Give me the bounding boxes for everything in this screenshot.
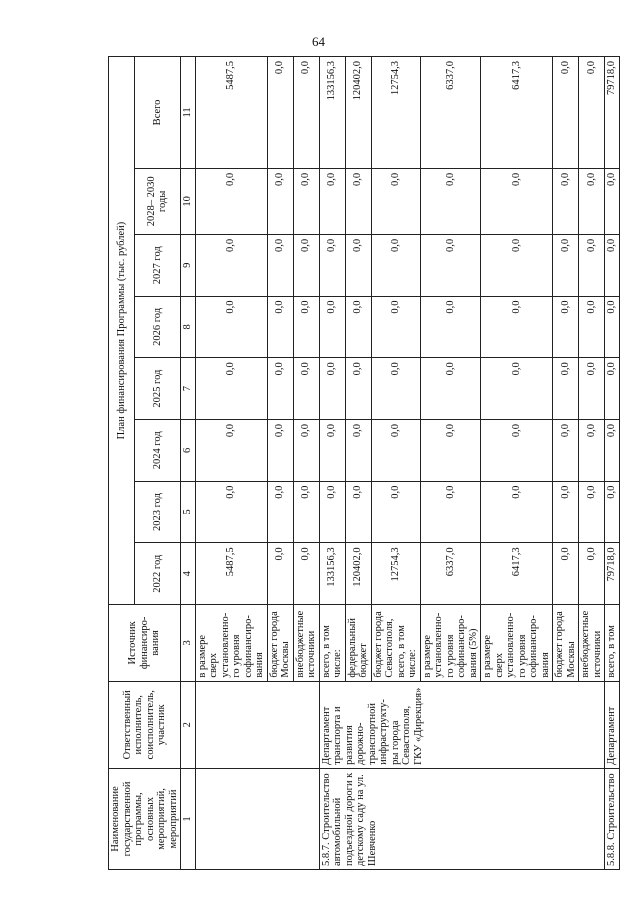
column-number: 4 (181, 543, 196, 605)
value-cell: 0,0 (481, 234, 553, 296)
column-number: 11 (181, 57, 196, 169)
value-cell: 0,0 (319, 168, 345, 234)
header-year: 2025 год (134, 358, 180, 420)
value-cell: 0,0 (481, 168, 553, 234)
column-number: 7 (181, 358, 196, 420)
column-number: 5 (181, 481, 196, 543)
value-cell: 0,0 (553, 168, 579, 234)
value-cell: 0,0 (267, 296, 293, 358)
value-cell: 12754,3 (371, 543, 420, 605)
header-year: 2026 год (134, 296, 180, 358)
value-cell: 0,0 (579, 296, 605, 358)
column-number: 2 (181, 681, 196, 768)
source-cell: в размере сверх установленно- го уровня софинансиро- вания (481, 605, 553, 682)
source-cell: в размере установленно- го уровня софинансиро- вания (5%) (420, 605, 481, 682)
value-cell: 0,0 (345, 358, 371, 420)
value-cell: 0,0 (579, 234, 605, 296)
value-cell: 0,0 (267, 168, 293, 234)
total-cell: 133156,3 (319, 57, 345, 169)
executor-cell: Департамент транспорта и развития дорожно- транспортной инфраструкту- ры города Севастополя, ГКУ «Дирекция» (319, 681, 605, 768)
value-cell: 0,0 (319, 481, 345, 543)
executor-cell (195, 681, 319, 768)
value-cell: 0,0 (420, 358, 481, 420)
source-cell: внебюджетные источники (579, 605, 605, 682)
value-cell: 0,0 (293, 296, 319, 358)
total-cell: 5487,5 (195, 57, 267, 169)
value-cell: 0,0 (195, 358, 267, 420)
value-cell: 0,0 (371, 358, 420, 420)
value-cell: 0,0 (553, 543, 579, 605)
source-cell: бюджет города Севастополя, всего, в том числе: (371, 605, 420, 682)
value-cell: 0,0 (293, 358, 319, 420)
header-year: 2024 год (134, 419, 180, 481)
total-cell: 6417,3 (481, 57, 553, 169)
value-cell: 0,0 (605, 296, 620, 358)
value-cell: 0,0 (579, 543, 605, 605)
value-cell: 0,0 (420, 168, 481, 234)
value-cell: 0,0 (420, 234, 481, 296)
value-cell: 0,0 (481, 481, 553, 543)
source-cell: бюджет города Москвы (267, 605, 293, 682)
value-cell: 0,0 (605, 419, 620, 481)
header-year: 2027 год (134, 234, 180, 296)
value-cell: 0,0 (345, 419, 371, 481)
header-col-source: Источник финансиро- вания (109, 605, 181, 682)
value-cell: 0,0 (267, 358, 293, 420)
value-cell: 0,0 (605, 234, 620, 296)
total-cell: 0,0 (579, 57, 605, 169)
value-cell: 79718,0 (605, 543, 620, 605)
value-cell: 0,0 (345, 234, 371, 296)
value-cell: 0,0 (293, 543, 319, 605)
total-cell: 0,0 (267, 57, 293, 169)
page-number: 64 (312, 34, 325, 49)
value-cell: 0,0 (605, 481, 620, 543)
value-cell: 0,0 (420, 296, 481, 358)
value-cell: 133156,3 (319, 543, 345, 605)
column-number: 1 (181, 768, 196, 869)
value-cell: 120402,0 (345, 543, 371, 605)
value-cell: 0,0 (319, 234, 345, 296)
financing-table (108, 56, 620, 870)
source-cell: федеральный бюджет (345, 605, 371, 682)
total-cell: 79718,0 (605, 57, 620, 169)
header-total: Всего (134, 57, 180, 169)
header-year: 2028– 2030 годы (134, 168, 180, 234)
header-row-1 (109, 57, 135, 870)
value-cell: 0,0 (371, 481, 420, 543)
column-number: 10 (181, 168, 196, 234)
value-cell: 0,0 (371, 234, 420, 296)
value-cell: 0,0 (293, 234, 319, 296)
total-cell: 120402,0 (345, 57, 371, 169)
value-cell: 0,0 (345, 296, 371, 358)
table-row (319, 57, 345, 870)
header-year: 2023 год (134, 481, 180, 543)
value-cell: 0,0 (579, 419, 605, 481)
value-cell: 0,0 (553, 358, 579, 420)
value-cell: 0,0 (420, 481, 481, 543)
source-cell: внебюджетные источники (293, 605, 319, 682)
header-year: 2022 год (134, 543, 180, 605)
value-cell: 0,0 (195, 168, 267, 234)
measure-name-cell: 5.8.8. Строительство (605, 768, 620, 869)
measure-name-cell: 5.8.7. Строительство автомобильной подъездной дороги к детскому саду на ул. Шевченко (319, 768, 605, 869)
value-cell: 0,0 (420, 419, 481, 481)
header-plan: План финансирования Программы (тыс. рублей) (109, 57, 135, 605)
value-cell: 0,0 (319, 419, 345, 481)
value-cell: 0,0 (605, 168, 620, 234)
value-cell: 0,0 (293, 419, 319, 481)
value-cell: 0,0 (319, 296, 345, 358)
total-cell: 0,0 (293, 57, 319, 169)
value-cell: 0,0 (371, 419, 420, 481)
value-cell: 0,0 (481, 419, 553, 481)
value-cell: 0,0 (579, 168, 605, 234)
value-cell: 0,0 (195, 296, 267, 358)
source-cell: в размере сверх установленно- го уровня софинансиро- вания (195, 605, 267, 682)
value-cell: 0,0 (345, 481, 371, 543)
column-number: 8 (181, 296, 196, 358)
value-cell: 0,0 (195, 481, 267, 543)
value-cell: 0,0 (605, 358, 620, 420)
total-cell: 0,0 (553, 57, 579, 169)
value-cell: 0,0 (553, 296, 579, 358)
header-col-name: Наименование государственной программы, основных мероприятий, мероприятий (109, 768, 181, 869)
source-cell: всего, в том числе: (319, 605, 345, 682)
value-cell: 0,0 (553, 234, 579, 296)
column-number: 9 (181, 234, 196, 296)
value-cell: 0,0 (267, 419, 293, 481)
value-cell: 5487,5 (195, 543, 267, 605)
value-cell: 0,0 (195, 419, 267, 481)
executor-cell: Департамент (605, 681, 620, 768)
header-col-executor: Ответственный исполнитель, соисполнитель, участник (109, 681, 181, 768)
value-cell: 6337,0 (420, 543, 481, 605)
total-cell: 12754,3 (371, 57, 420, 169)
value-cell: 0,0 (267, 481, 293, 543)
value-cell: 0,0 (345, 168, 371, 234)
value-cell: 0,0 (553, 481, 579, 543)
source-cell: всего, в том (605, 605, 620, 682)
value-cell: 6417,3 (481, 543, 553, 605)
column-number: 3 (181, 605, 196, 682)
value-cell: 0,0 (293, 481, 319, 543)
value-cell: 0,0 (481, 358, 553, 420)
column-number-row (181, 57, 196, 870)
table-row (195, 57, 267, 870)
value-cell: 0,0 (267, 234, 293, 296)
value-cell: 0,0 (293, 168, 319, 234)
value-cell: 0,0 (553, 419, 579, 481)
financing-table-container (108, 56, 617, 870)
source-cell: бюджет города Москвы (553, 605, 579, 682)
column-number: 6 (181, 419, 196, 481)
value-cell: 0,0 (319, 358, 345, 420)
value-cell: 0,0 (267, 543, 293, 605)
value-cell: 0,0 (195, 234, 267, 296)
value-cell: 0,0 (371, 168, 420, 234)
total-cell: 6337,0 (420, 57, 481, 169)
table-row (605, 57, 620, 870)
measure-name-cell (195, 768, 319, 869)
value-cell: 0,0 (579, 358, 605, 420)
value-cell: 0,0 (371, 296, 420, 358)
value-cell: 0,0 (481, 296, 553, 358)
value-cell: 0,0 (579, 481, 605, 543)
